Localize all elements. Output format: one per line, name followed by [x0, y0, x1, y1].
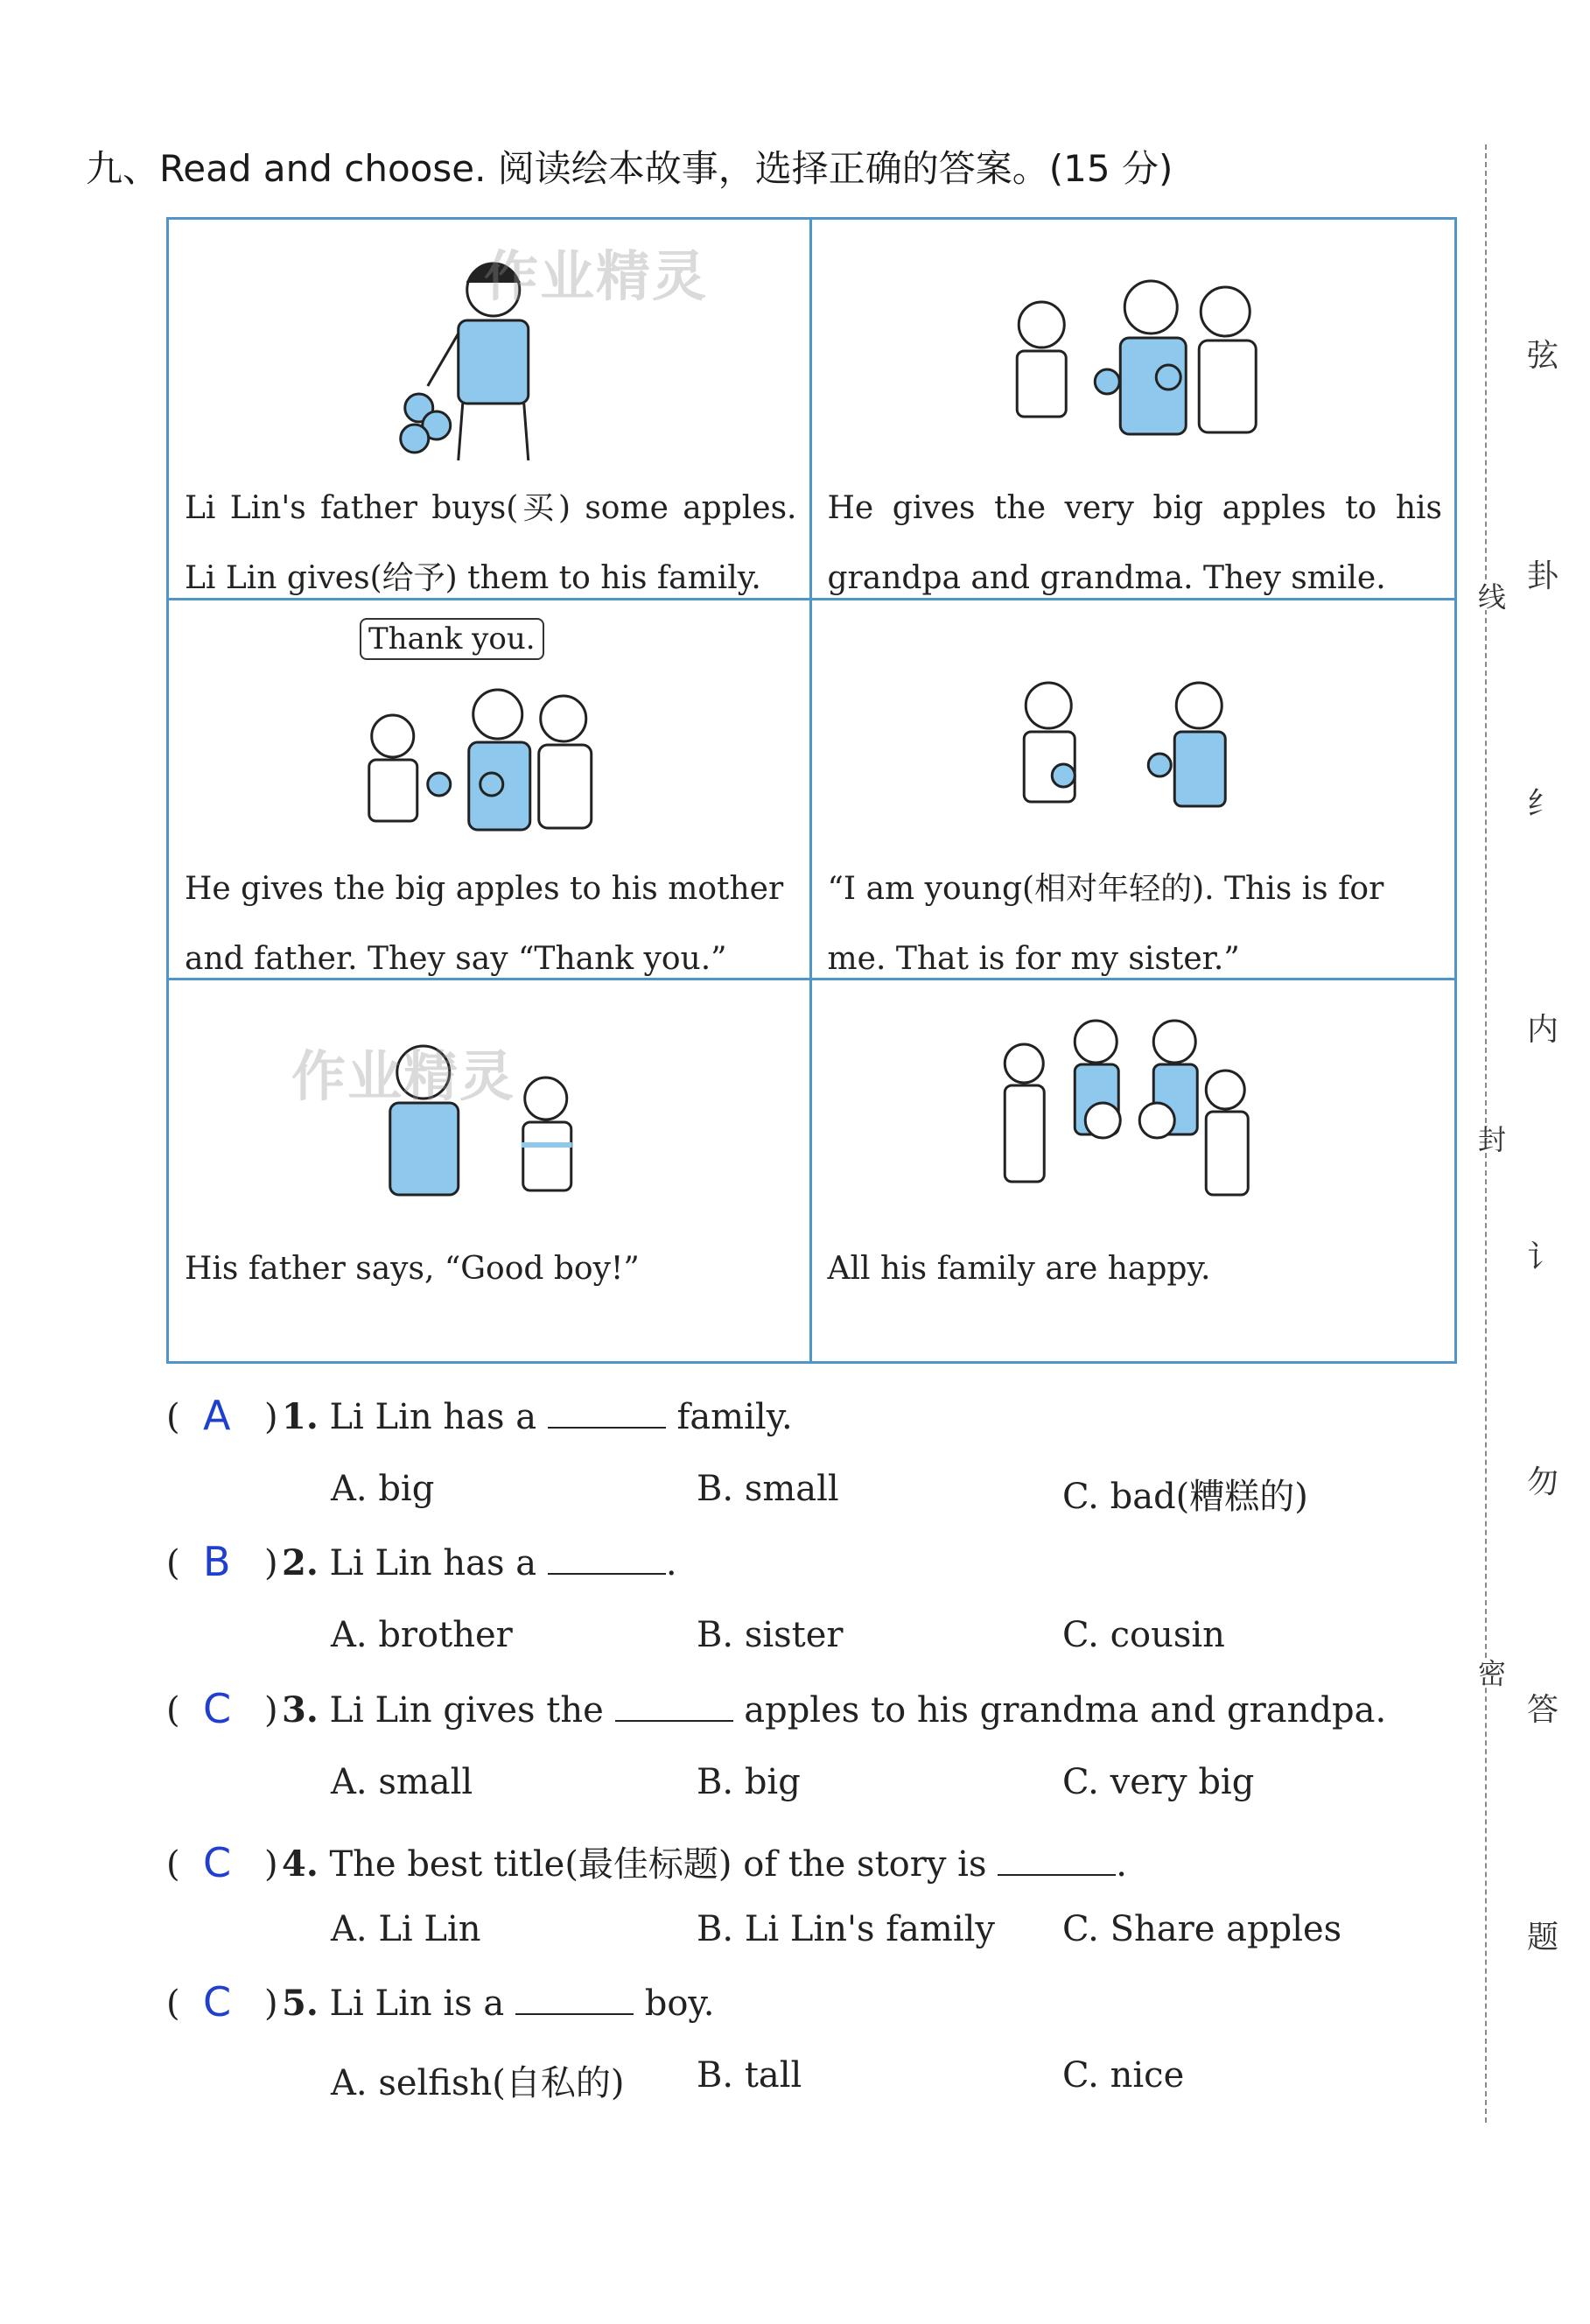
story-panel-3 [169, 600, 812, 981]
question-text: Li Lin is a [329, 1983, 505, 2024]
panel-caption: He gives the very big apples to his grandpa and grandma. They smile. [827, 490, 1442, 596]
question-text-end: apples to his grandma and grandpa. [744, 1690, 1387, 1731]
question-text: Li Lin has a [329, 1397, 537, 1437]
option-b: B. tall [697, 2055, 802, 2096]
question-number: 5. [282, 1983, 319, 2024]
question-text-end: . [665, 1543, 677, 1583]
story-panel-6 [812, 980, 1455, 1361]
answer-bracket: ( A ) [166, 1392, 278, 1439]
question-text: Li Lin has a [329, 1543, 537, 1583]
margin-label-secret: 密 [1470, 1659, 1510, 1687]
option-c: C. very big [1062, 1762, 1255, 1802]
answer-mark: C [203, 1685, 232, 1732]
answer-mark: B [203, 1538, 231, 1585]
illustration-boy-and-sister [812, 609, 1455, 846]
question-number: 4. [282, 1843, 319, 1885]
margin-edge-char: 纟 [1527, 786, 1559, 822]
story-panel-1 [169, 220, 812, 600]
option-a: A. brother [331, 1615, 513, 1655]
margin-edge-char: 内 [1527, 1012, 1559, 1048]
option-b: B. sister [697, 1615, 844, 1655]
option-b: B. big [697, 1762, 801, 1802]
answer-mark: C [203, 1978, 232, 2026]
option-a: A. big [331, 1469, 435, 1509]
question-4 [166, 1836, 1127, 1886]
option-b: B. small [697, 1469, 839, 1509]
story-panel-5 [169, 980, 812, 1361]
option-b: B. Li Lin's family [697, 1909, 996, 1949]
question-text-end: boy. [644, 1983, 715, 2024]
illustration-happy-family [812, 989, 1455, 1225]
panel-caption: His father says, “Good boy!” [185, 1251, 640, 1288]
answer-blank [515, 1985, 634, 2015]
watermark: 作业精灵 [484, 244, 709, 308]
question-number: 1. [282, 1396, 319, 1437]
margin-label-seal: 封 [1470, 1125, 1510, 1153]
margin-edge-char: 题 [1527, 1920, 1559, 1955]
section-heading: 九、Read and choose. 阅读绘本故事，选择正确的答案。(15 分) [86, 147, 1173, 190]
story-panel-2 [812, 220, 1455, 600]
speech-bubble: Thank you. [360, 618, 544, 660]
margin-edge-char: 勿 [1527, 1464, 1559, 1500]
answer-blank [998, 1846, 1116, 1876]
answer-blank [548, 1545, 666, 1575]
answer-mark: C [203, 1839, 232, 1886]
question-3 [166, 1685, 1387, 1732]
margin-edge-char: 卦 [1527, 558, 1559, 594]
illustration-grandparents [812, 228, 1455, 465]
option-c: C. bad(糟糕的) [1062, 1477, 1308, 1517]
watermark: 作业精灵 [291, 1044, 516, 1109]
question-text-end: . [1116, 1844, 1127, 1885]
margin-label-line: 线 [1470, 582, 1510, 610]
question-5 [166, 1978, 715, 2026]
panel-caption: Li Lin's father buys(买) some apples. Li Lin gives(给予) them to his family. [185, 490, 797, 596]
margin-edge-char: 答 [1527, 1692, 1559, 1728]
answer-bracket: ( C ) [166, 1839, 278, 1886]
option-c: C. Share apples [1062, 1909, 1342, 1949]
answer-blank [615, 1692, 733, 1722]
answer-bracket: ( B ) [166, 1538, 278, 1585]
answer-blank [548, 1399, 666, 1429]
question-number: 3. [282, 1689, 319, 1731]
answer-mark: A [203, 1392, 231, 1439]
option-a: A. selfish(自私的) [331, 2063, 625, 2103]
option-c: C. nice [1062, 2055, 1185, 2096]
picture-story-table [166, 217, 1457, 1364]
margin-edge-char: 讠 [1527, 1239, 1559, 1275]
option-a: A. Li Lin [331, 1909, 481, 1949]
option-c: C. cousin [1062, 1615, 1225, 1655]
option-a: A. small [331, 1762, 473, 1802]
panel-caption: All his family are happy. [827, 1251, 1211, 1288]
answer-bracket: ( C ) [166, 1685, 278, 1732]
margin-edge-char: 弦 [1527, 338, 1559, 374]
panel-caption: “I am young(相对年轻的). This is for me. That is for my sister.” [827, 870, 1384, 977]
question-text-end: family. [676, 1397, 793, 1437]
question-text: The best title(最佳标题) of the story is [329, 1844, 987, 1885]
question-2 [166, 1538, 677, 1585]
story-panel-4 [812, 600, 1455, 981]
question-text: Li Lin gives the [329, 1690, 604, 1731]
answer-bracket: ( C ) [166, 1978, 278, 2026]
question-number: 2. [282, 1542, 319, 1583]
question-1 [166, 1392, 793, 1439]
panel-caption: He gives the big apples to his mother and father. They say “Thank you.” [185, 870, 784, 977]
